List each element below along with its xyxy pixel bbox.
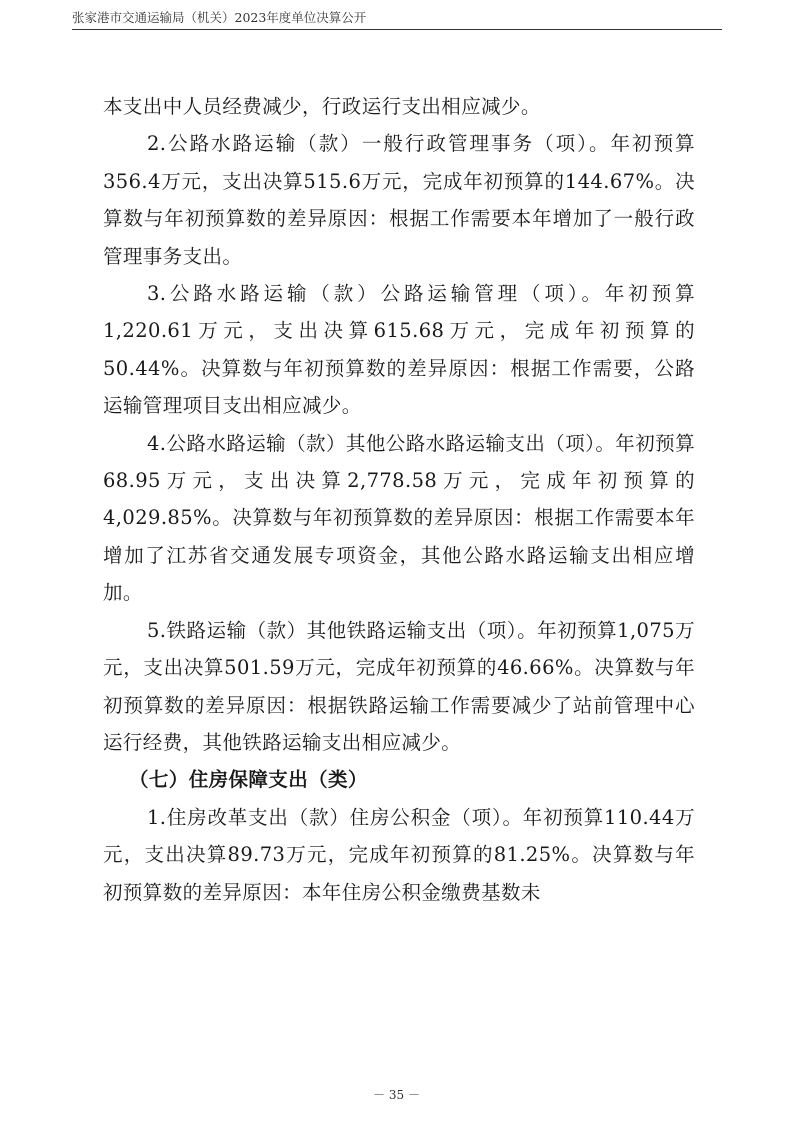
document-header: 张家港市交通运输局（机关）2023年度单位决算公开 [72, 10, 367, 25]
paragraph-continuation: 本支出中人员经费减少，行政运行支出相应减少。 [103, 95, 541, 118]
document-body [103, 88, 695, 911]
paragraph-item-2-general-admin: 2.公路水路运输（款）一般行政管理事务（项）。年初预算356.4万元，支出决算515.6万元，完成年初预算的144.67%。决算数与年初预算数的差异原因：根据工作需要本年增加了一般行政管理事务支出。 [103, 132, 695, 268]
section-heading-housing: （七）住房保障支出（类） [129, 768, 368, 792]
paragraph-item-3-road-transport-mgmt: 3.公路水路运输（款）公路运输管理（项）。年初预算1,220.61万元，支出决算615.68万元，完成年初预算的50.44%。决算数与年初预算数的差异原因：根据工作需要，公路运输管理项目支出相应减少。 [103, 282, 695, 418]
paragraph-item-5-other-railway: 5.铁路运输（款）其他铁路运输支出（项）。年初预算1,075万元，支出决算501.59万元，完成年初预算的46.66%。决算数与年初预算数的差异原因：根据铁路运输工作需要减少了站前管理中心运行经费，其他铁路运输支出相应减少。 [103, 618, 695, 754]
header-divider [72, 29, 722, 30]
paragraph-item-4-other-road-water: 4.公路水路运输（款）其他公路水路运输支出（项）。年初预算68.95万元，支出决算2,778.58万元，完成年初预算的4,029.85%。决算数与年初预算数的差异原因：根据工作需要本年增加了江苏省交通发展专项资金，其他公路水路运输支出相应增加。 [103, 431, 695, 605]
page-number: － 35 － [373, 1088, 420, 1102]
paragraph-item-1-housing-fund: 1.住房改革支出（款）住房公积金（项）。年初预算110.44万元，支出决算89.73万元，完成年初预算的81.25%。决算数与年初预算数的差异原因：本年住房公积金缴费基数未 [103, 805, 695, 904]
